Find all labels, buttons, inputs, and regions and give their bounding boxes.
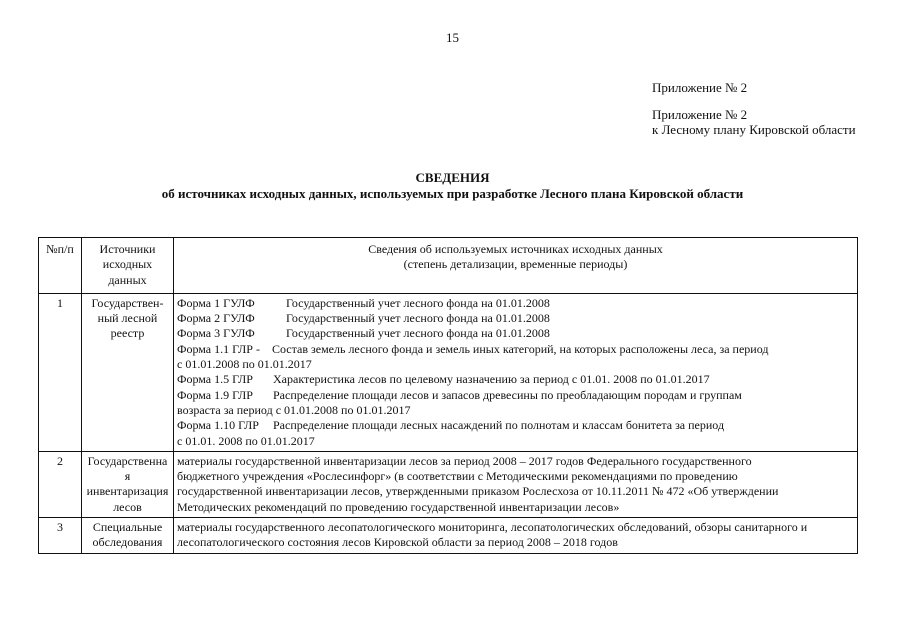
appendix-block-line2: к Лесному плану Кировской области (652, 122, 856, 137)
sources-table (38, 237, 858, 554)
form-line (177, 326, 854, 341)
form-text: Государственный учет лесного фонда на 01.01.2008 (286, 295, 550, 310)
form-line-continued: с 01.01.2008 по 01.01.2017 (177, 357, 312, 372)
row-num: 2 (39, 451, 82, 517)
form-line (177, 311, 854, 326)
details-line: Методических рекомендаций по проведению государственной инвентаризации лесов» (177, 499, 620, 514)
form-code: Форма 1.9 ГЛР (177, 387, 253, 402)
form-code: Форма 1.1 ГЛР - (177, 341, 260, 356)
row-details (174, 451, 858, 517)
form-line (177, 388, 854, 403)
details-line: бюджетного учреждения «Рослесинфорг» (в соответствии с Методическими рекомендациями по проведению (177, 469, 738, 484)
row-source: Государственна я инвентаризация лесов (82, 451, 174, 517)
table-row (39, 518, 858, 554)
table-row (39, 293, 858, 451)
form-text: Распределение площади лесов и запасов древесины по преобладающим породам и группам (273, 387, 742, 402)
appendix-block (652, 107, 856, 137)
appendix-label: Приложение № 2 (652, 80, 748, 95)
form-text: Состав земель лесного фонда и земель иных категорий, на которых расположены леса, за период (271, 341, 769, 356)
header-details-title: Сведения об используемых источниках исходных данных (368, 242, 663, 256)
form-code: Форма 1 ГУЛФ (177, 295, 255, 310)
row-num: 3 (39, 518, 82, 554)
form-line (177, 296, 854, 311)
document-subtitle: об источниках исходных данных, используемых при разработке Лесного плана Кировской области (161, 186, 744, 201)
header-num: №п/п (39, 238, 82, 294)
row-details (174, 518, 858, 554)
details-line: лесопатологического состояния лесов Кировской области за период 2008 – 2018 годов (177, 535, 618, 550)
form-text: Характеристика лесов по целевому назначению за период с 01.01. 2008 по 01.01.2017 (273, 372, 710, 387)
header-details-sub: (степень детализации, временные периоды) (403, 257, 628, 272)
row-num: 1 (39, 293, 82, 451)
form-text: Государственный учет лесного фонда на 01.01.2008 (286, 311, 550, 326)
details-line: материалы государственного лесопатологического мониторинга, лесопатологических обследований, обзоры санитарного и (177, 520, 808, 535)
form-line (177, 372, 854, 387)
header-details (174, 238, 858, 294)
form-line-continued: возраста за период с 01.01.2008 по 01.01.2017 (177, 402, 411, 417)
form-line (177, 418, 854, 433)
details-line: материалы государственной инвентаризации лесов за период 2008 – 2017 годов Федерального государственного (177, 453, 752, 468)
row-details (174, 293, 858, 451)
details-line: государственной инвентаризации лесов, утвержденными приказом Рослесхоза от 10.11.2011 № 472 «Об утверждении (177, 484, 779, 499)
form-text: Государственный учет лесного фонда на 01.01.2008 (286, 326, 550, 341)
form-code: Форма 3 ГУЛФ (177, 326, 255, 341)
page-number: 15 (446, 30, 459, 45)
form-code: Форма 2 ГУЛФ (177, 311, 255, 326)
form-line-continued: с 01.01. 2008 по 01.01.2017 (177, 433, 315, 448)
document-title: СВЕДЕНИЯ (415, 170, 490, 185)
row-source: Государствен-ный лесной реестр (82, 293, 174, 451)
table-header-row (39, 238, 858, 294)
row-source: Специальные обследования (82, 518, 174, 554)
appendix-block-line1: Приложение № 2 (652, 107, 748, 122)
header-source: Источники исходных данных (82, 238, 174, 294)
form-code: Форма 1.10 ГЛР (177, 418, 259, 433)
form-text: Распределение площади лесных насаждений по полнотам и классам бонитета за период (273, 418, 725, 433)
form-code: Форма 1.5 ГЛР (177, 372, 253, 387)
form-line (177, 342, 854, 357)
table-row (39, 451, 858, 517)
